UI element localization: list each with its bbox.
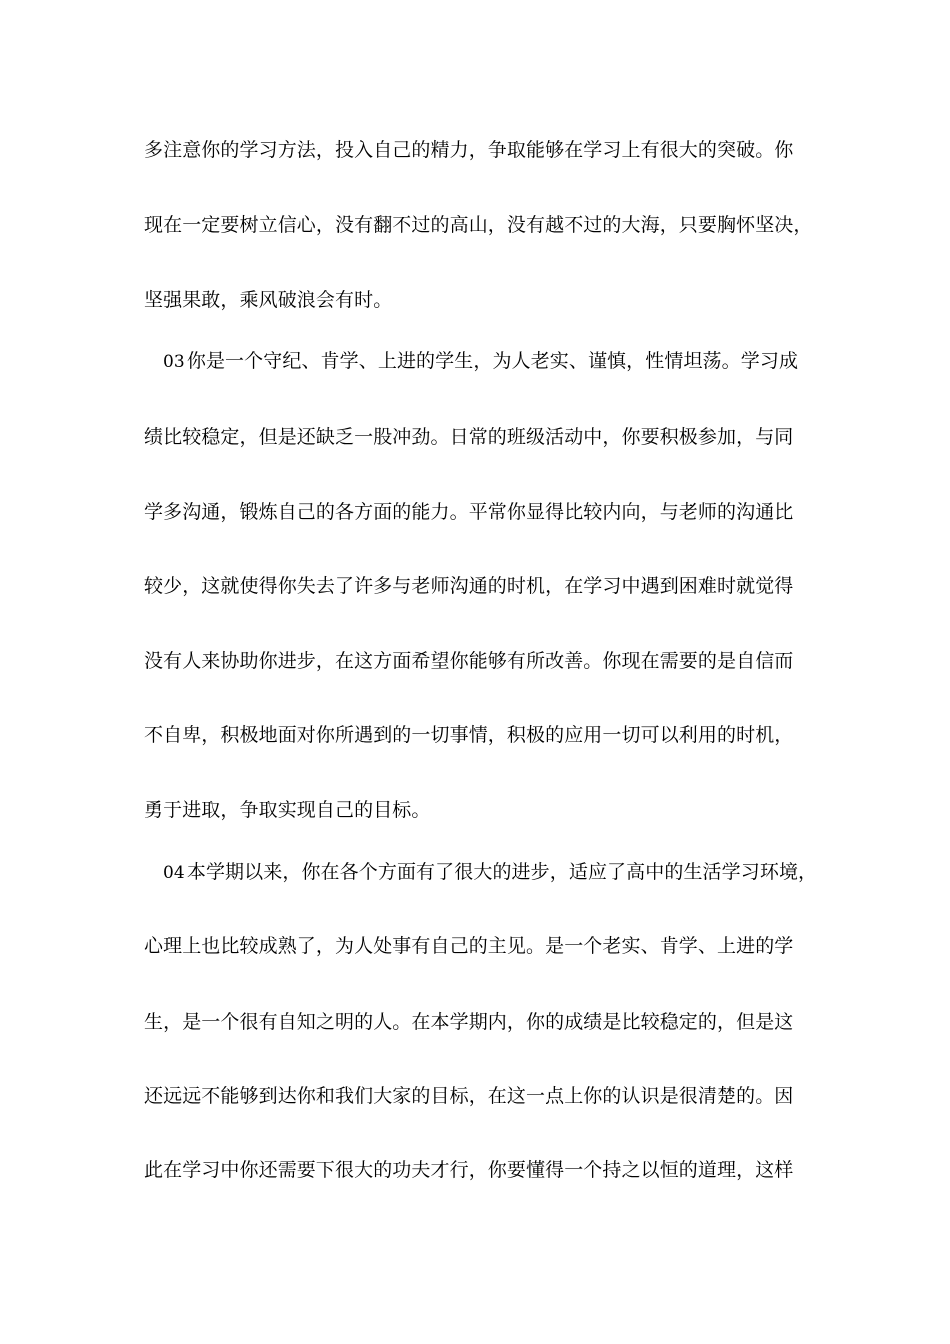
text-line: 多注意你的学习方法，投入自己的精力，争取能够在学习上有很大的突破。你 xyxy=(144,139,794,161)
text-line: 没有人来协助你进步，在这方面希望你能够有所改善。你现在需要的是自信而 xyxy=(144,650,794,672)
text-line: 现在一定要树立信心，没有翻不过的高山，没有越不过的大海，只要胸怀坚决， xyxy=(144,214,813,236)
text-line: 较少，这就使得你失去了许多与老师沟通的时机，在学习中遇到困难时就觉得 xyxy=(144,575,794,597)
paragraph-number: 03 xyxy=(163,352,185,372)
text-line: 绩比较稳定，但是还缺乏一股冲劲。日常的班级活动中，你要积极参加，与同 xyxy=(144,426,794,448)
text-line: 不自卑，积极地面对你所遇到的一切事情，积极的应用一切可以利用的时机， xyxy=(144,724,794,746)
paragraph-start-04 xyxy=(163,857,843,887)
text-line: 心理上也比较成熟了，为人处事有自己的主见。是一个老实、肯学、上进的学 xyxy=(144,935,794,957)
text-line: 还远远不能够到达你和我们大家的目标，在这一点上你的认识是很清楚的。因 xyxy=(144,1085,794,1107)
text-line: 你是一个守纪、肯学、上进的学生，为人老实、谨慎，性情坦荡。学习成 xyxy=(186,350,799,372)
paragraph-number: 04 xyxy=(163,863,185,883)
text-line: 坚强果敢，乘风破浪会有时。 xyxy=(144,289,393,311)
paragraph-start-03 xyxy=(163,346,843,376)
text-line: 此在学习中你还需要下很大的功夫才行，你要懂得一个持之以恒的道理，这样 xyxy=(144,1159,794,1181)
text-line: 学多沟通，锻炼自己的各方面的能力。平常你显得比较内向，与老师的沟通比 xyxy=(144,501,794,523)
text-line: 本学期以来，你在各个方面有了很大的进步，适应了高中的生活学习环境， xyxy=(186,861,818,883)
text-line: 勇于进取，争取实现自己的目标。 xyxy=(144,799,431,821)
text-line: 生，是一个很有自知之明的人。在本学期内，你的成绩是比较稳定的，但是这 xyxy=(144,1011,794,1033)
